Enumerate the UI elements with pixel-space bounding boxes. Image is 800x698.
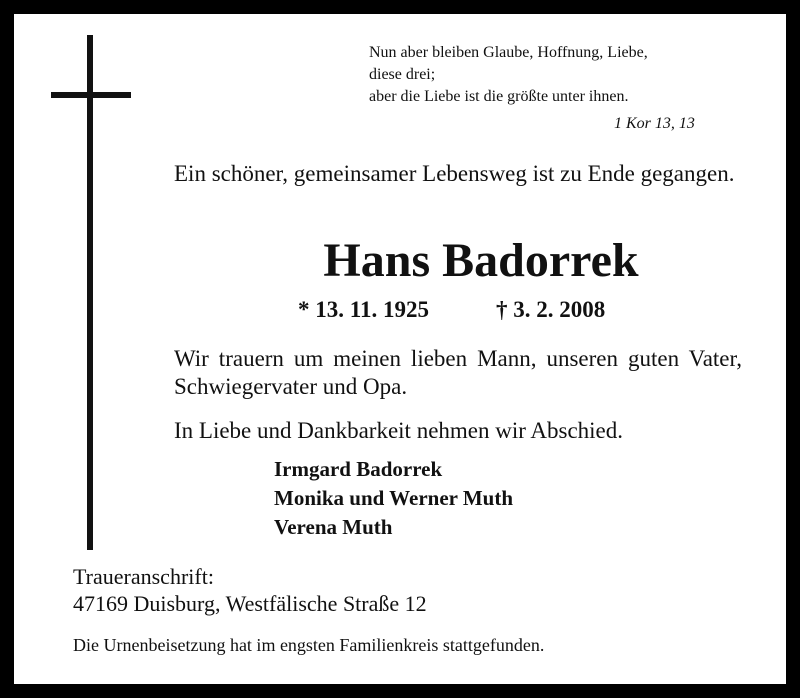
verse-reference: 1 Kor 13, 13 xyxy=(614,115,695,132)
intro-text: Ein schöner, gemeinsamer Lebensweg ist zu Ende gegangen. xyxy=(174,161,735,186)
mourning-text: Wir trauern um meinen lieben Mann, unseren guten Vater, Schwiegervater und Opa. xyxy=(174,346,742,399)
mourning-address xyxy=(73,563,427,617)
mourner-name: Verena Muth xyxy=(274,515,393,539)
address-label: Traueranschrift: xyxy=(73,564,214,589)
birth-date: * 13. 11. 1925 xyxy=(298,297,429,322)
verse-line: Nun aber bleiben Glaube, Hoffnung, Liebe, xyxy=(369,44,648,61)
death-date: † 3. 2. 2008 xyxy=(496,297,606,322)
bible-verse xyxy=(369,42,759,108)
farewell-text: In Liebe und Dankbarkeit nehmen wir Abschied. xyxy=(174,418,624,443)
cross-icon-bar xyxy=(51,92,131,98)
burial-note: Die Urnenbeisetzung hat im engsten Familienkreis stattgefunden. xyxy=(73,635,545,655)
mourner-name: Monika und Werner Muth xyxy=(274,486,514,510)
deceased-name: Hans Badorrek xyxy=(323,234,639,287)
obituary-notice xyxy=(14,14,786,684)
mourner-name: Irmgard Badorrek xyxy=(274,457,443,481)
cross-icon xyxy=(87,35,93,550)
address-value: 47169 Duisburg, Westfälische Straße 12 xyxy=(73,591,427,616)
verse-line: diese drei; xyxy=(369,66,436,83)
mourners-list xyxy=(274,455,513,542)
verse-line: aber die Liebe ist die größte unter ihnen. xyxy=(369,88,629,105)
